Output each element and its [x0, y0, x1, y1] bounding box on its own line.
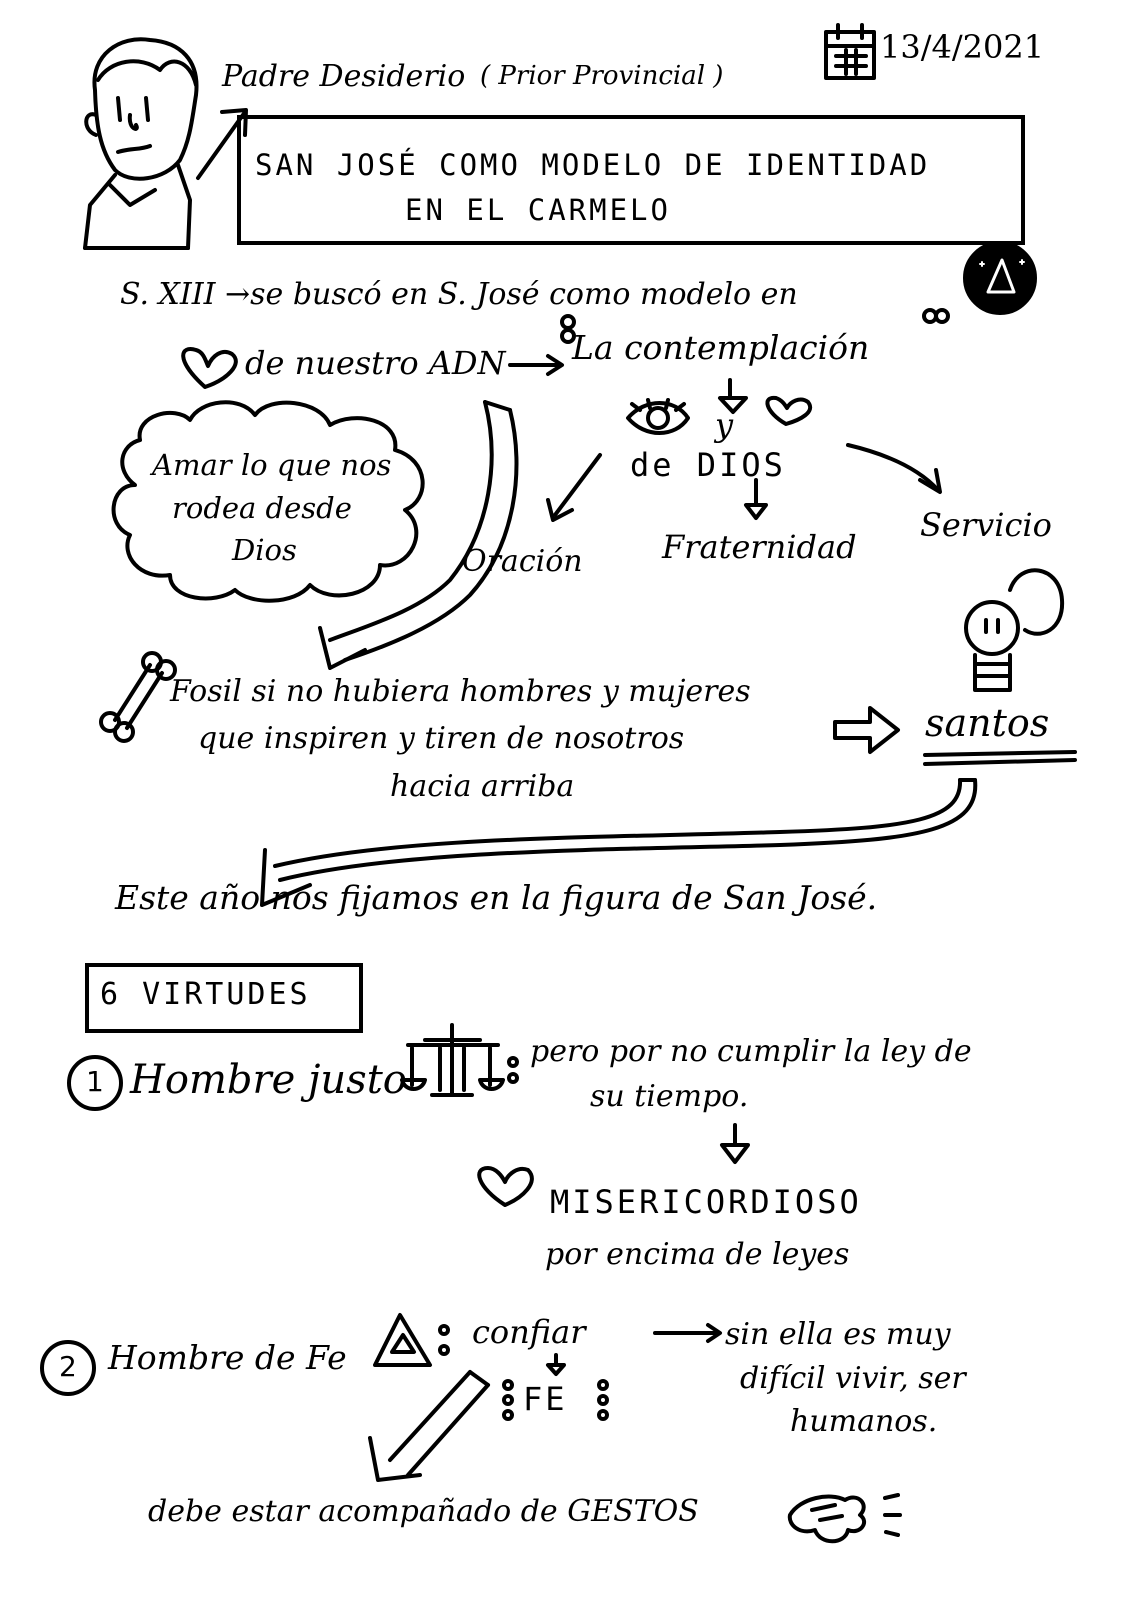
scale-icon — [402, 1025, 503, 1095]
title-line-1: SAN JOSÉ COMO MODELO DE IDENTIDAD — [255, 148, 931, 182]
speaker-role: ( Prior Provincial ) — [480, 61, 724, 91]
branch-center: de DIOS — [630, 446, 786, 484]
long-arrow-icon — [330, 402, 492, 640]
branch-arrow-fraternidad — [746, 480, 766, 518]
arrow-to-santos-icon — [835, 708, 898, 752]
virtue1-por-encima: por encima de leyes — [545, 1237, 850, 1272]
branch-oracion: Oración — [462, 544, 583, 579]
branch-y: y — [715, 406, 734, 444]
eye-icon — [628, 400, 688, 433]
heart-icon-large — [479, 1168, 532, 1205]
santos-underline — [925, 752, 1075, 764]
calendar-icon — [826, 25, 874, 78]
intro-line-1: S. XIII →se buscó en S. José como modelo en — [120, 277, 798, 312]
cloud-text-2: rodea desde — [172, 491, 352, 525]
speaker-name: Padre Desiderio — [222, 59, 466, 94]
virtue2-side-1: sin ella es muy — [725, 1317, 951, 1352]
virtue1-label: Hombre justo — [130, 1057, 407, 1103]
virtue2-gestos: debe estar acompañado de GESTOS — [148, 1494, 699, 1529]
virtue2-side-2: difícil vivir, ser — [740, 1361, 966, 1396]
fossil-line-2: que inspiren y tiren de nosotros — [198, 721, 685, 756]
heart-icon-small — [767, 398, 810, 424]
virtue2-side-3: humanos. — [790, 1404, 938, 1439]
fossil-line-3: hacia arriba — [390, 769, 575, 804]
title-line-2: EN EL CARMELO — [405, 193, 671, 227]
intro-adn: de nuestro ADN — [245, 344, 506, 382]
virtue2-fe: FE — [523, 1380, 568, 1418]
triangle-icon — [375, 1315, 430, 1365]
virtue1-text-1: pero por no cumplir la ley de — [530, 1034, 972, 1069]
gesture-hand-icon — [790, 1495, 900, 1541]
heart-icon — [183, 349, 236, 387]
fossil-line-1: Fosil si no hubiera hombres y mujeres — [170, 674, 751, 709]
return-arrow-icon — [280, 780, 975, 880]
saint-figure-icon — [966, 570, 1062, 690]
cloud-text-1: Amar lo que nos — [152, 448, 392, 482]
virtue1-misericordioso: MISERICORDIOSO — [550, 1183, 862, 1221]
branch-servicio: Servicio — [920, 506, 1052, 544]
year-line: Este año nos fijamos en la figura de San José. — [115, 878, 878, 917]
branch-fraternidad: Fraternidad — [662, 528, 857, 566]
speaker-portrait-icon — [85, 39, 197, 248]
virtue1-text-2: su tiempo. — [590, 1079, 749, 1114]
date-label: 13/4/2021 — [880, 28, 1045, 66]
virtue2-confiar: confiar — [472, 1313, 586, 1351]
carmel-emblem-icon — [965, 243, 1035, 313]
virtues-label: 6 VIRTUDES — [100, 977, 311, 1012]
cloud-text-3: Dios — [232, 533, 297, 567]
virtue2-label: Hombre de Fe — [108, 1338, 347, 1377]
bone-icon — [101, 653, 175, 741]
virtue1-number: 1 — [86, 1065, 104, 1098]
branch-arrow-oracion — [555, 455, 600, 515]
santos-label: santos — [925, 701, 1050, 745]
virtue2-number: 2 — [59, 1350, 77, 1383]
down-arrow-misericordioso — [722, 1125, 748, 1162]
intro-contemplation: La contemplación — [572, 328, 870, 367]
